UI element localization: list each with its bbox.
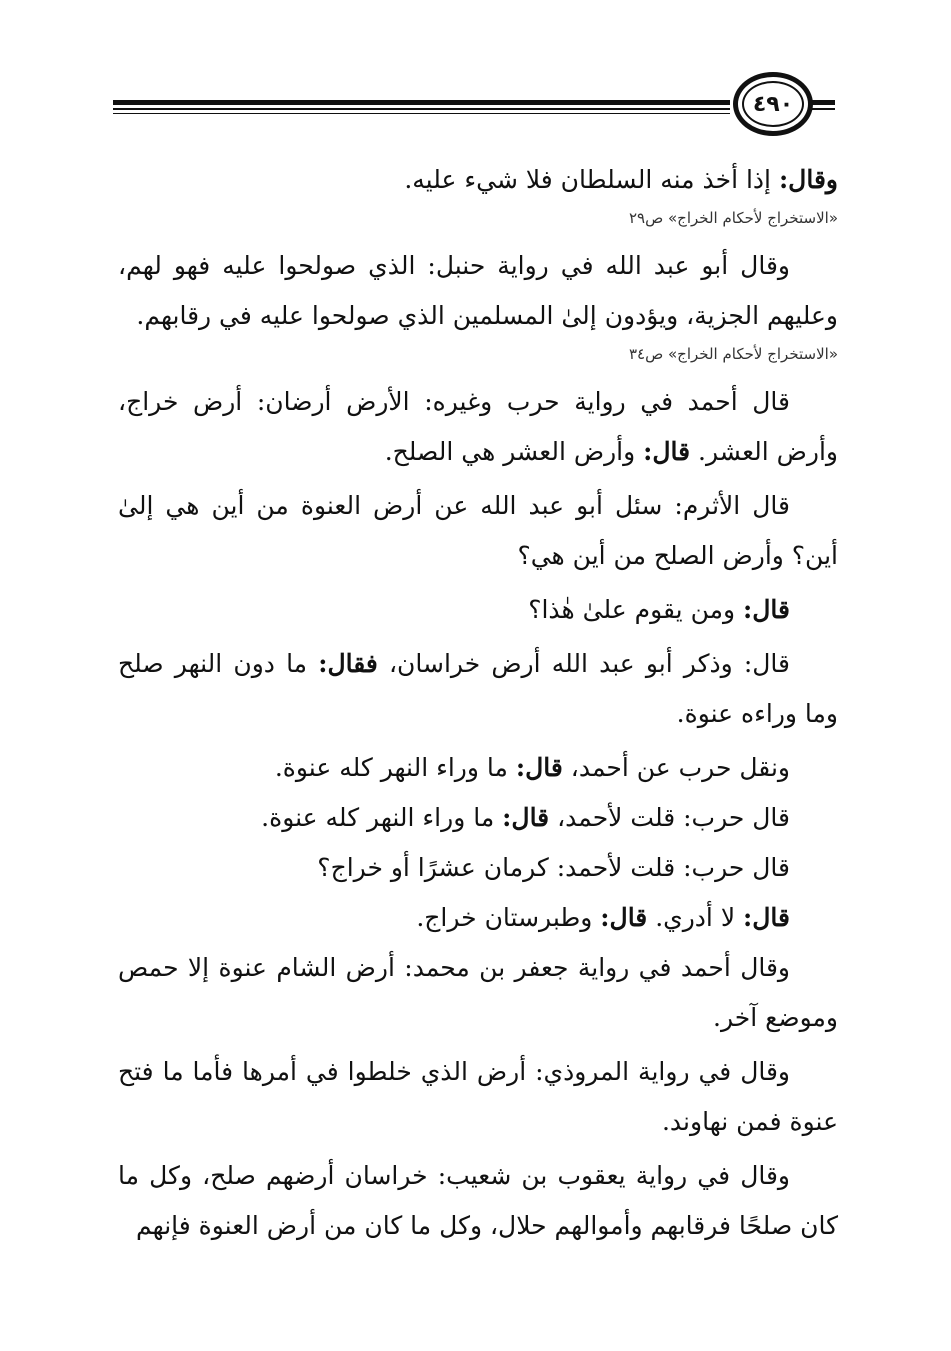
header-rule xyxy=(113,100,730,105)
paragraph xyxy=(118,943,838,1043)
paragraph-text: وقال في رواية يعقوب بن شعيب: خراسان أرضهم صلح، وكل ما كان صلحًا فرقابهم وأموالهم حلال، وكل ما كان من أرض العنوة فإنهم xyxy=(118,1161,838,1240)
paragraph-text: وطبرستان خراج. xyxy=(416,903,601,932)
paragraph xyxy=(118,843,838,893)
paragraph xyxy=(118,481,838,581)
page-number: ٤٩٠ xyxy=(752,91,794,117)
page-body xyxy=(118,155,838,1251)
paragraph xyxy=(118,893,838,943)
paragraph-text: وقال أبو عبد الله في رواية حنبل: الذي صولحوا عليه فهو لهم، وعليهم الجزية، ويؤدون إلىٰ المسلمين الذي صولحوا عليه في رقابهم. xyxy=(118,251,838,330)
source-citation: «الاستخراج لأحكام الخراج» ص٣٤ xyxy=(628,345,838,363)
paragraph xyxy=(118,241,838,341)
paragraph xyxy=(118,743,838,793)
paragraph xyxy=(118,1151,838,1251)
bold-lead: قال: xyxy=(743,595,790,624)
bold-word: قال: xyxy=(502,803,550,832)
paragraph-text: قال حرب: قلت لأحمد: كرمان عشرًا أو خراج؟ xyxy=(317,853,790,882)
paragraph-text: ونقل حرب عن أحمد، xyxy=(562,753,790,782)
paragraph-text: وقال أحمد في رواية جعفر بن محمد: أرض الشام عنوة إلا حمص وموضع آخر. xyxy=(118,953,838,1032)
source-citation: «الاستخراج لأحكام الخراج» ص٢٩ xyxy=(628,209,838,227)
bold-lead: قال: xyxy=(743,903,790,932)
paragraph-text: ما دون النهر صلح وما وراءه عنوة. xyxy=(118,649,838,728)
paragraph-text: قال حرب: قلت لأحمد، xyxy=(549,803,790,832)
bold-word: قال: xyxy=(643,437,691,466)
paragraph-text: ما وراء النهر كله عنوة. xyxy=(261,803,503,832)
paragraph-text: ما وراء النهر كله عنوة. xyxy=(274,753,516,782)
paragraph-text: قال الأثرم: سئل أبو عبد الله عن أرض العنوة من أين هي إلىٰ أين؟ وأرض الصلح من أين هي؟ xyxy=(118,491,838,570)
bold-word: قال: xyxy=(600,903,648,932)
paragraph-text: قال أحمد في رواية حرب وغيره: الأرض أرضان: أرض خراج، وأرض العشر. xyxy=(118,387,838,466)
paragraph-text: وقال في رواية المروذي: أرض الذي خلطوا في أمرها فأما ما فتح عنوة فمن نهاوند. xyxy=(118,1057,838,1136)
paragraph-text: إذا أخذ منه السلطان فلا شيء عليه. xyxy=(404,165,779,194)
paragraph xyxy=(118,155,838,205)
paragraph xyxy=(118,1047,838,1147)
page-number-badge xyxy=(733,72,813,136)
bold-word: فقال: xyxy=(318,649,378,678)
paragraph xyxy=(118,377,838,477)
paragraph-text: لا أدري. xyxy=(647,903,744,932)
bold-lead: وقال: xyxy=(778,165,838,194)
header-rule xyxy=(113,108,730,110)
paragraph-text: قال: وذكر أبو عبد الله أرض خراسان، xyxy=(377,649,790,678)
header-rule xyxy=(113,113,730,114)
bold-word: قال: xyxy=(515,753,563,782)
paragraph xyxy=(118,793,838,843)
paragraph xyxy=(118,585,838,635)
paragraph-text: ومن يقوم علىٰ هٰذا؟ xyxy=(528,595,744,624)
page-header xyxy=(113,72,835,134)
paragraph-text: وأرض العشر هي الصلح. xyxy=(384,437,644,466)
paragraph xyxy=(118,639,838,739)
